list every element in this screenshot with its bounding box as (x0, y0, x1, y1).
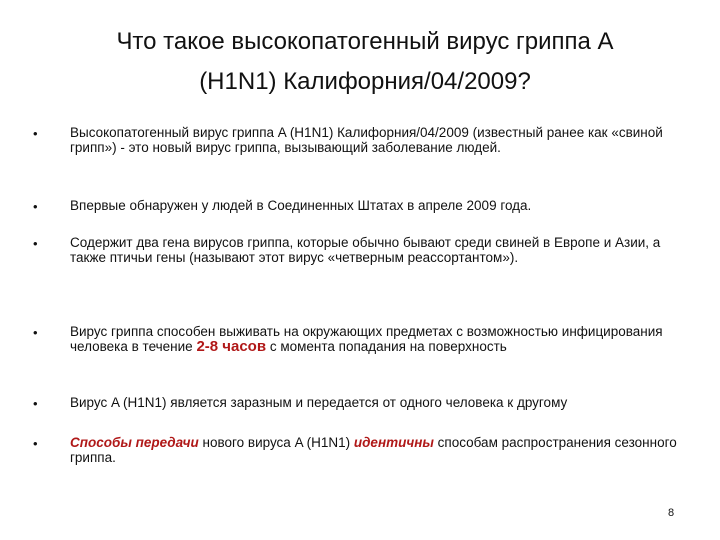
bullet-text: Содержит два гена вирусов гриппа, которые обычно бывают среди свиней в Европе и Азии, а также птичьи гены (называют этот вирус «четверным реассортантом»). (70, 235, 661, 265)
bullet-text-middle: нового вируса A (H1N1) (198, 435, 354, 450)
bullet-text-end: способам распространения сезонного гриппа. (70, 435, 677, 465)
bullet-marker: • (33, 436, 38, 451)
emphasis-identical: идентичны (353, 435, 434, 450)
bullet-text: Вирус A (H1N1) является заразным и передается от одного человека к другому (70, 395, 568, 410)
slide-title-line-2: (H1N1) Калифорния/04/2009? (199, 68, 531, 95)
bullet-marker: • (33, 396, 38, 411)
page-number: 8 (668, 507, 675, 519)
slide-title-line-1: Что такое высокопатогенный вирус гриппа A (116, 28, 614, 55)
bullet-marker: • (33, 126, 38, 141)
bullet-text-after: с момента попадания на поверхность (266, 338, 507, 354)
bullet-marker: • (33, 199, 38, 214)
emphasis-transmission: Способы передачи (70, 435, 199, 450)
bullet-text (70, 325, 690, 354)
bullet-marker: • (33, 236, 38, 251)
bullet-text: Впервые обнаружен у людей в Соединенных Штатах в апреле 2009 года. (70, 198, 532, 213)
bullet-marker: • (33, 325, 38, 340)
highlight-duration: 2-8 часов (196, 337, 267, 355)
bullet-text: Высокопатогенный вирус гриппа A (H1N1) Калифорния/04/2009 (известный ранее как «свиной грипп») - это новый вирус гриппа, вызывающий заболевание людей. (70, 125, 663, 155)
bullet-text (70, 436, 690, 465)
bullet-text-before: Вирус гриппа способен выживать на окружающих предметах с возможностью инфицирования человека в течение (70, 324, 663, 354)
